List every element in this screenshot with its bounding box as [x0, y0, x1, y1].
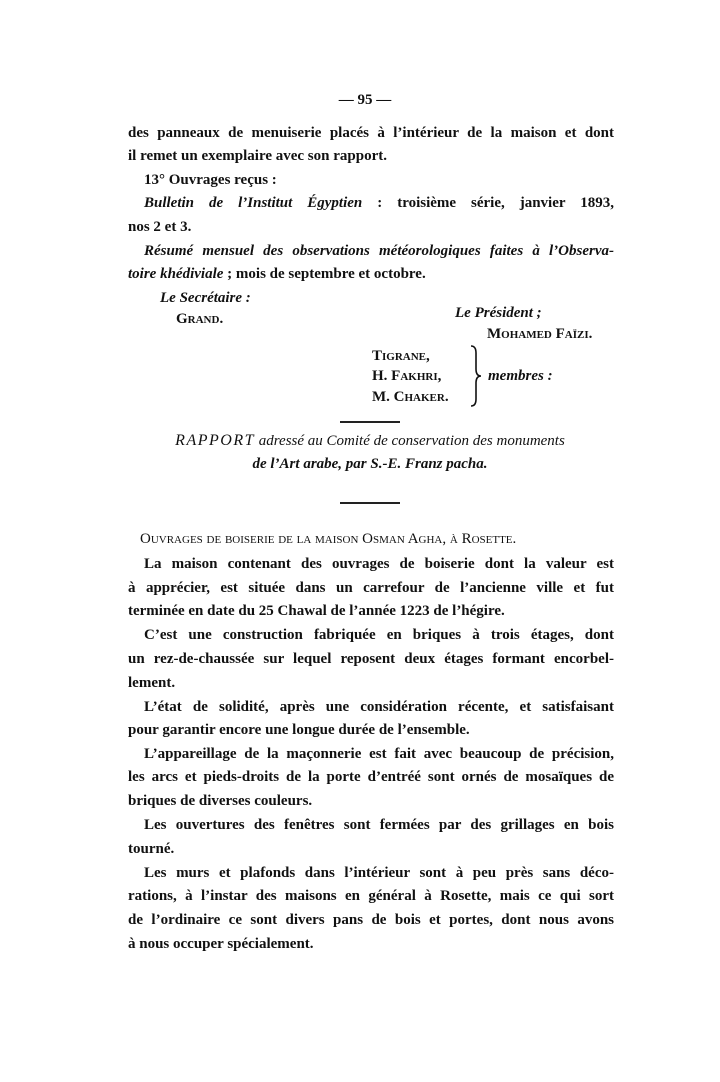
text-line: les arcs et pieds-droits de la porte d’entréé sont ornés de mosaïques de	[128, 769, 614, 785]
text-line: Résumé mensuel des observations météorologiques faites à l’Observa-	[144, 243, 614, 259]
bulletin-title: Bulletin de l’Institut Égyptien	[144, 195, 363, 211]
report-title-rest: adressé au Comité de conservation des monuments	[255, 433, 565, 449]
text-line: C’est une construction fabriquée en briques à trois étages, dont	[144, 627, 614, 643]
text-line: La maison contenant des ouvrages de boiserie dont la valeur est	[144, 556, 614, 572]
brace	[470, 345, 482, 407]
text-line: briques de diverses couleurs.	[128, 793, 313, 809]
section-heading: Ouvrages de boiserie de la maison Osman Agha, à Rosette.	[140, 531, 517, 547]
member-name: H. Fakhri,	[372, 368, 442, 384]
text-line: des panneaux de menuiserie placés à l’intérieur de la maison et dont	[128, 125, 614, 141]
secretary-label: Le Secrétaire :	[160, 290, 251, 306]
member-name: M. Chaker.	[372, 389, 449, 405]
text-line: L’état de solidité, après une considération récente, et satisfaisant	[144, 699, 614, 715]
resume-details: ; mois de septembre et octobre.	[223, 266, 426, 282]
page-number: — 95 —	[338, 92, 392, 108]
text-line: à nous occuper spécialement.	[128, 936, 314, 952]
text-line: il remet un exemplaire avec son rapport.	[128, 148, 387, 164]
members-label: membres :	[488, 368, 553, 384]
text-line: lement.	[128, 675, 176, 691]
report-title-line2: de l’Art arabe, par S.-E. Franz pacha.	[252, 456, 488, 472]
text-line: tourné.	[128, 841, 175, 857]
divider	[340, 502, 400, 504]
resume-title: toire khédiviale	[128, 266, 224, 282]
text-line: L’appareillage de la maçonnerie est fait avec beaucoup de précision,	[144, 746, 614, 762]
text-line	[128, 265, 614, 283]
text-line: rations, à l’instar des maisons en général à Rosette, mais ce qui sort	[128, 888, 614, 904]
president-name: Mohamed Faïzi.	[487, 326, 593, 342]
secretary-name: Grand.	[176, 311, 224, 327]
report-title	[120, 432, 620, 450]
text-line: à apprécier, est située dans un carrefour de l’ancienne ville et fut	[128, 580, 614, 596]
text-line: terminée en date du 25 Chawal de l’année 1223 de l’hégire.	[128, 603, 505, 619]
text-line: un rez-de-chaussée sur lequel reposent deux étages formant encorbel-	[128, 651, 614, 667]
text-line: pour garantir encore une longue durée de l’ensemble.	[128, 722, 470, 738]
text-line: Les murs et plafonds dans l’intérieur sont à peu près sans déco-	[144, 865, 614, 881]
divider	[340, 421, 400, 423]
bulletin-details: : troisième série, janvier 1893,	[362, 195, 614, 211]
text-line: de l’ordinaire ce sont divers pans de bois et portes, dont nous avons	[128, 912, 614, 928]
text-line: 13° Ouvrages reçus :	[144, 172, 277, 188]
president-label: Le Président ;	[455, 305, 542, 321]
text-line	[128, 194, 614, 212]
report-title-caps: RAPPORT	[175, 432, 255, 449]
member-name: Tigrane,	[372, 348, 430, 364]
text-line: Les ouvertures des fenêtres sont fermées par des grillages en bois	[144, 817, 614, 833]
text-line: nos 2 et 3.	[128, 219, 192, 235]
